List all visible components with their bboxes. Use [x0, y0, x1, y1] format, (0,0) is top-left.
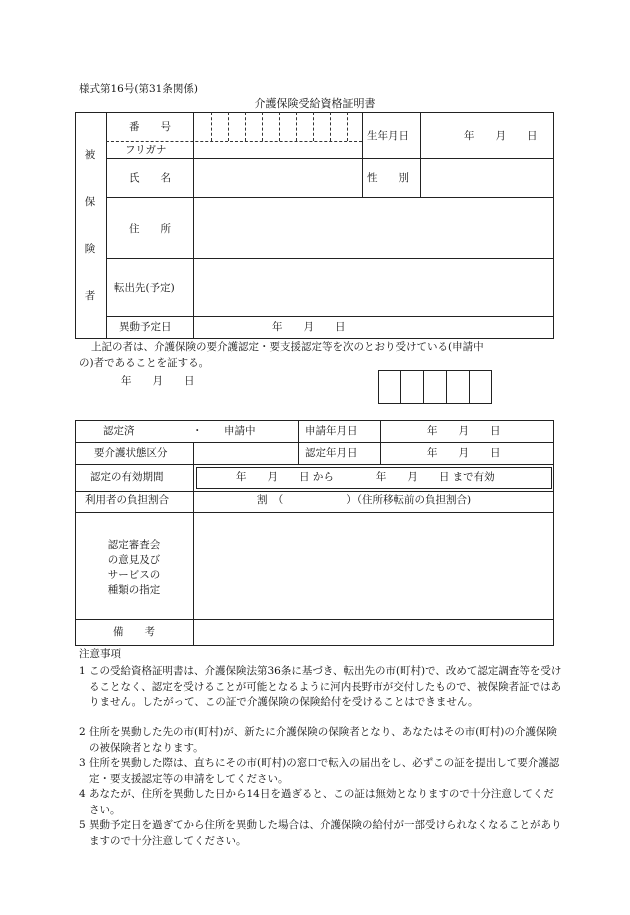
note-text: 住所を異動した際は、直ちにその市(町村)の窓口で転入の届出をし、必ずこの証を提出して要介護認定・要支援認定等の申請をしてください。	[89, 757, 560, 785]
opinion-label-line: の意見及び	[107, 554, 161, 566]
note-item	[79, 787, 563, 818]
move-date-label: 異動予定日	[119, 321, 172, 333]
note-text: 住所を異動した先の市(町村)が、新たに介護保険の保険者となり、あなたはその市(町村)の介護保険の被保険者となります。	[89, 726, 557, 754]
note-item	[79, 725, 563, 756]
furigana-label: フリガナ	[125, 144, 167, 156]
side-label-char: 保	[84, 196, 96, 208]
move-date-value: 年 月 日	[272, 321, 346, 333]
note-number: 5	[79, 819, 86, 831]
certified-date-value: 年 月 日	[427, 447, 501, 459]
note-text: あなたが、住所を異動した日から14日を過ぎると、この証は無効となりますので十分注意してください。	[89, 788, 554, 816]
statement-line-2: の)者であることを証する。	[79, 357, 210, 369]
side-label-char: 者	[84, 290, 96, 302]
sex-label: 性 別	[367, 172, 409, 184]
validity-value: 年 月 日 から 年 月 日 まで有効	[236, 471, 495, 483]
page-title: 介護保険受給資格証明書	[254, 97, 376, 110]
opinion-label-line: 種類の指定	[107, 584, 161, 596]
note-text: この受給資格証明書は、介護保険法第36条に基づき、転出先の市(町村)で、改めて認定調査等を受けることなく、認定を受けることが可能となるように河内長野市が交付したもので、被保険者証ではありません。したがって、この証で介護保険の保険給付を受けることはできません。	[89, 665, 562, 708]
note-item	[79, 664, 563, 711]
address-label: 住 所	[129, 223, 171, 235]
destination-label: 転出先(予定)	[114, 282, 175, 294]
name-label: 氏 名	[129, 172, 171, 184]
note-number: 4	[79, 788, 86, 800]
note-number: 1	[79, 665, 86, 677]
application-date-label: 申請年月日	[305, 425, 358, 437]
note-text: 異動予定日を過ぎてから住所を異動した場合は、介護保険の給付が一部受けられなくなることがありますので十分注意してください。	[89, 819, 562, 847]
opinion-label-line: サービスの	[107, 569, 161, 581]
destination-field[interactable]	[194, 259, 553, 315]
certification-date: 年 月 日	[121, 375, 195, 387]
opinion-label-line: 認定審査会	[107, 539, 161, 551]
burden-value: 割 （ ）（住所移転前の負担割合)	[257, 494, 472, 506]
burden-label: 利用者の負担割合	[85, 494, 169, 506]
care-level-label: 要介護状態区分	[94, 447, 168, 459]
validity-label: 認定の有効期間	[90, 471, 164, 483]
notes-heading: 注意事項	[79, 648, 121, 660]
note-number: 2	[79, 726, 86, 738]
application-date-value: 年 月 日	[427, 425, 501, 437]
side-label-char: 被	[84, 149, 96, 161]
care-level-field[interactable]	[194, 443, 297, 463]
number-label: 番 号	[129, 121, 171, 133]
address-field[interactable]	[194, 198, 553, 257]
certified-label: 認定済	[103, 425, 135, 437]
opinion-field[interactable]	[194, 513, 553, 618]
note-item	[79, 818, 563, 849]
note-number: 3	[79, 757, 86, 769]
form-number: 様式第16号(第31条関係)	[79, 83, 198, 95]
remarks-field[interactable]	[194, 620, 553, 645]
birth-date-label: 生年月日	[367, 130, 409, 142]
sex-field[interactable]	[421, 159, 553, 196]
side-label-char: 険	[84, 243, 96, 255]
separator-dot: ・	[192, 425, 203, 437]
applying-label: 申請中	[224, 425, 256, 437]
note-item	[79, 756, 563, 787]
remarks-label: 備 考	[113, 626, 155, 638]
birth-date-value: 年 月 日	[464, 130, 538, 142]
name-field[interactable]	[194, 159, 361, 196]
certified-date-label: 認定年月日	[305, 447, 358, 459]
statement-line-1: 上記の者は、介護保険の要介護認定・要支援認定等を次のとおり受けている(申請中	[91, 341, 484, 353]
